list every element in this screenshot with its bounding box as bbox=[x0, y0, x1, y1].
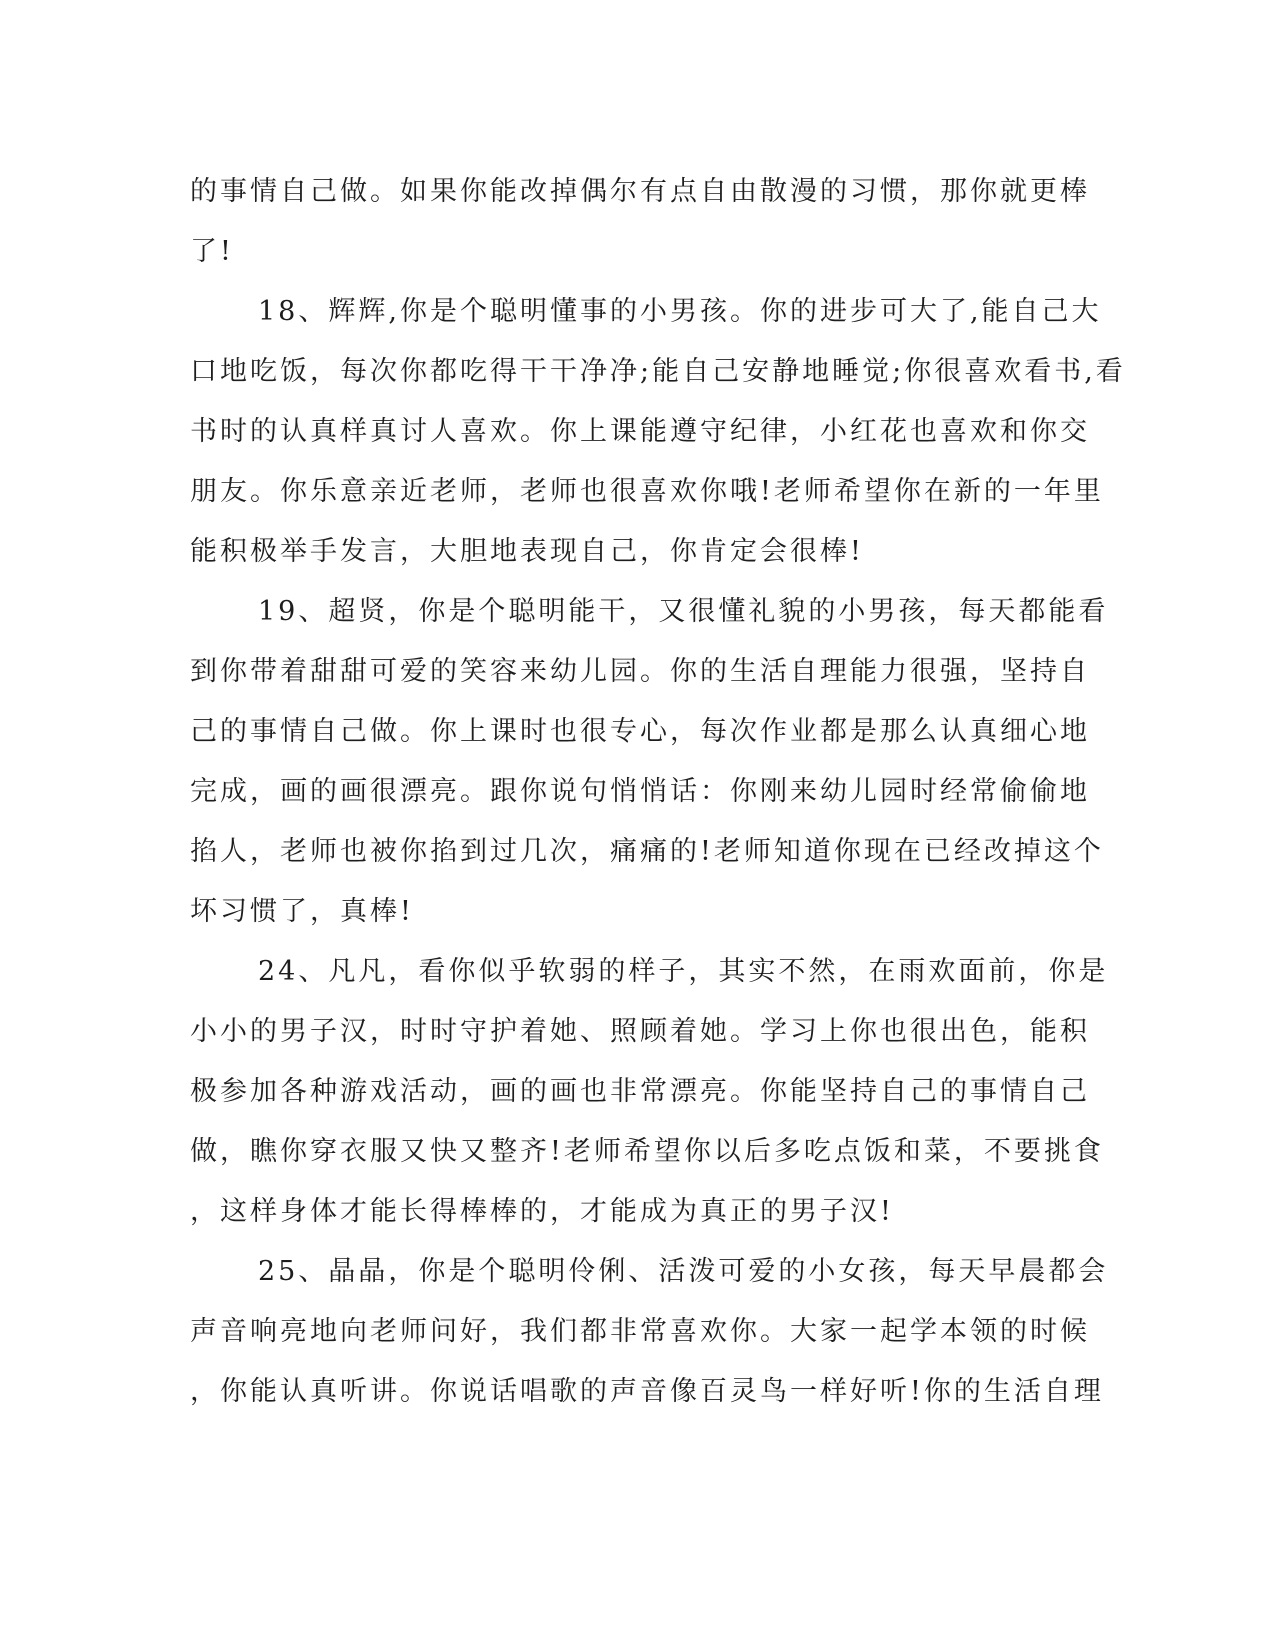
text-line: 己的事情自己做。你上课时也很专心，每次作业都是那么认真细心地 bbox=[190, 716, 1090, 747]
text-line: 朋友。你乐意亲近老师，老师也很喜欢你哦!老师希望你在新的一年里 bbox=[190, 476, 1104, 507]
text-line: 了! bbox=[190, 236, 234, 267]
text-line: 做，瞧你穿衣服又快又整齐!老师希望你以后多吃点饭和菜，不要挑食 bbox=[190, 1136, 1104, 1167]
text-line: 小小的男子汉，时时守护着她、照顾着她。学习上你也很出色，能积 bbox=[190, 1016, 1090, 1047]
paragraph-start-line: 19、超贤，你是个聪明能干，又很懂礼貌的小男孩，每天都能看 bbox=[258, 596, 1109, 627]
paragraph-start-line: 18、辉辉,你是个聪明懂事的小男孩。你的进步可大了,能自己大 bbox=[258, 296, 1102, 327]
text-line: 掐人，老师也被你掐到过几次，痛痛的!老师知道你现在已经改掉这个 bbox=[190, 836, 1104, 867]
text-line: 到你带着甜甜可爱的笑容来幼儿园。你的生活自理能力很强，坚持自 bbox=[190, 656, 1090, 687]
text-line: 的事情自己做。如果你能改掉偶尔有点自由散漫的习惯，那你就更棒 bbox=[190, 176, 1090, 207]
text-line: 极参加各种游戏活动，画的画也非常漂亮。你能坚持自己的事情自己 bbox=[190, 1076, 1090, 1107]
document-body bbox=[190, 162, 1126, 1422]
text-line: 坏习惯了，真棒! bbox=[190, 896, 414, 927]
text-line: 能积极举手发言，大胆地表现自己，你肯定会很棒! bbox=[190, 536, 864, 567]
text-line: 口地吃饭，每次你都吃得干干净净;能自己安静地睡觉;你很喜欢看书,看 bbox=[190, 356, 1126, 387]
text-line: ，这样身体才能长得棒棒的，才能成为真正的男子汉! bbox=[190, 1196, 894, 1227]
text-line: 书时的认真样真讨人喜欢。你上课能遵守纪律，小红花也喜欢和你交 bbox=[190, 416, 1090, 447]
text-line: ，你能认真听讲。你说话唱歌的声音像百灵鸟一样好听!你的生活自理 bbox=[190, 1376, 1104, 1407]
paragraph-start-line: 25、晶晶，你是个聪明伶俐、活泼可爱的小女孩，每天早晨都会 bbox=[258, 1256, 1109, 1287]
text-line: 声音响亮地向老师问好，我们都非常喜欢你。大家一起学本领的时候 bbox=[190, 1316, 1090, 1347]
paragraph-start-line: 24、凡凡，看你似乎软弱的样子，其实不然，在雨欢面前，你是 bbox=[258, 956, 1109, 987]
text-line: 完成，画的画很漂亮。跟你说句悄悄话：你刚来幼儿园时经常偷偷地 bbox=[190, 776, 1090, 807]
